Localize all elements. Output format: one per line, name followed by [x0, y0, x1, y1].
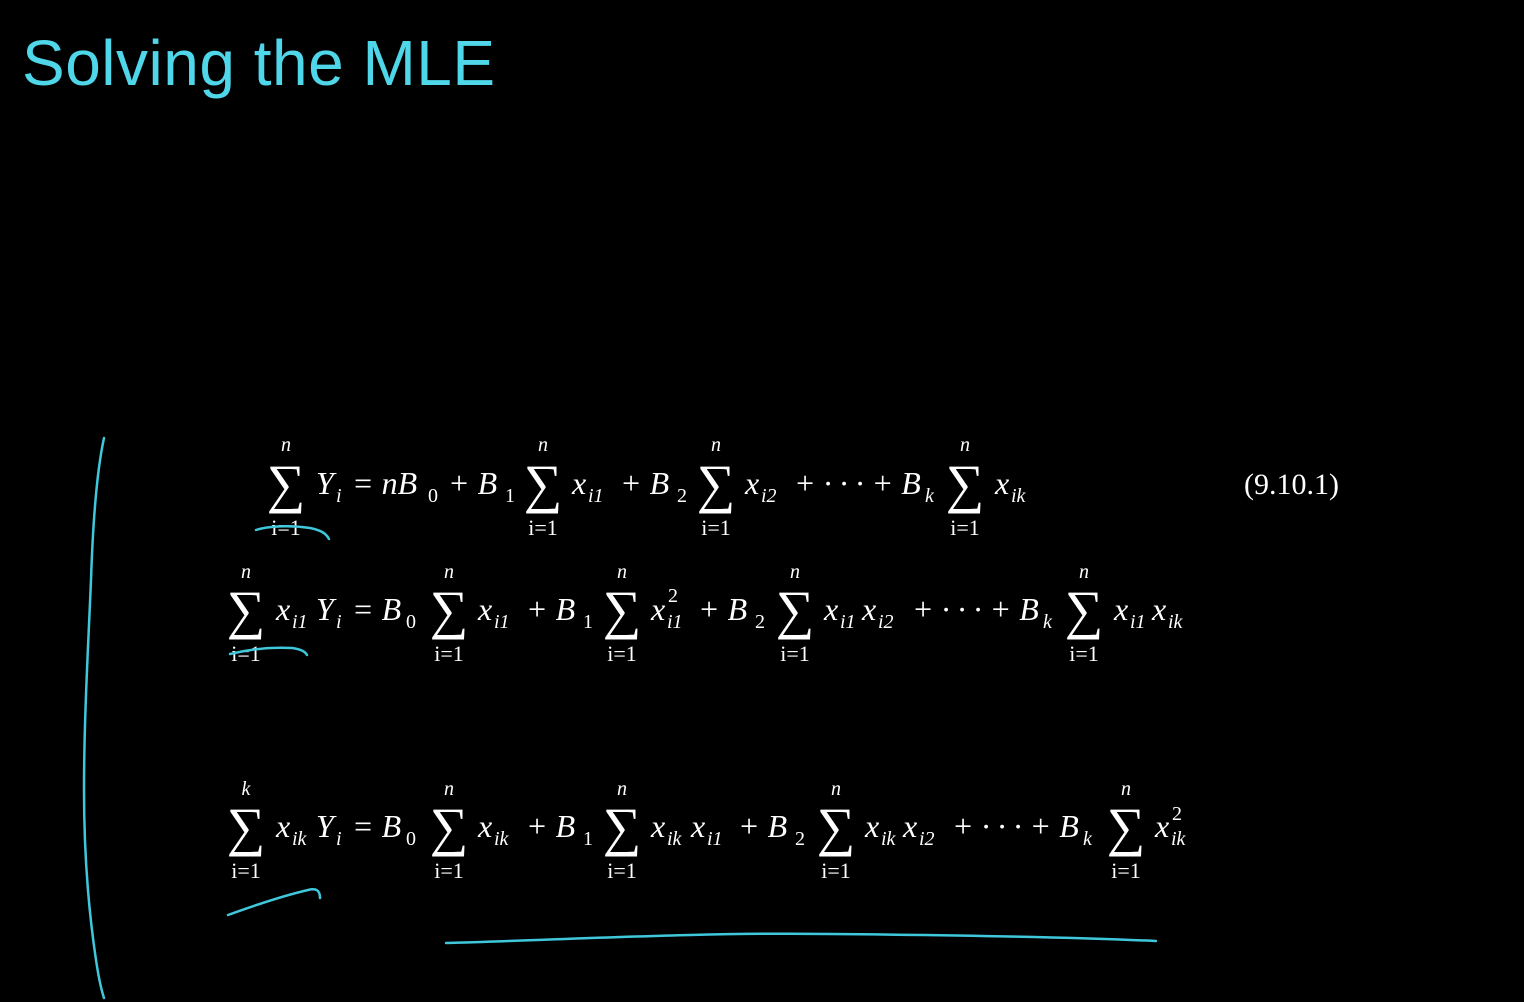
term-x-sub: ik [881, 828, 896, 850]
lhs-term-y: Y [316, 591, 334, 627]
sigma-symbol: ∑ [429, 797, 469, 857]
ellipsis-plus-Bk: + · · · + B [794, 465, 921, 501]
coef-B1: + B [526, 808, 576, 844]
term-x-sub: i1 [494, 611, 510, 633]
term-nB: = nB [352, 465, 418, 501]
term-x2: x [691, 808, 706, 844]
sigma-symbol: ∑ [1064, 580, 1104, 640]
term-x2-sub: i1 [707, 828, 723, 850]
coef-B2: + B [620, 465, 670, 501]
sigma-symbol: ∑ [696, 454, 736, 514]
coef-B2-sub: 2 [755, 611, 765, 633]
term-x: x [478, 808, 493, 844]
sum-upper-limit: n [790, 561, 800, 583]
lhs-term-y: Y [316, 808, 334, 844]
coef-B1-sub: 1 [583, 611, 593, 633]
term-x2-sub: i2 [919, 828, 935, 850]
coef-B2: + B [698, 591, 748, 627]
coef-Bk-sub: k [1043, 611, 1052, 633]
term-x: x [995, 465, 1010, 501]
lhs-term-y-sub: i [336, 611, 342, 633]
term-x-sub: i1 [667, 611, 683, 633]
sum-lower-limit: i=1 [1069, 641, 1099, 666]
sum-lower-limit: i=1 [821, 858, 851, 883]
sum-lower-limit: i=1 [950, 515, 980, 540]
equation-2 [227, 561, 1184, 666]
term-x: x [478, 591, 493, 627]
sum-upper-limit: n [617, 778, 627, 800]
coef-B1: + B [526, 591, 576, 627]
term-x2: x [1152, 591, 1167, 627]
sum-upper-limit: n [241, 561, 251, 583]
term-nB-sub: 0 [428, 485, 438, 507]
term-x-sup: 2 [668, 585, 678, 607]
lhs-term-x: x [276, 591, 291, 627]
sum-upper-limit: n [711, 434, 721, 456]
sum-upper-limit: n [1121, 778, 1131, 800]
sum-upper-limit: n [831, 778, 841, 800]
term-x2: x [903, 808, 918, 844]
sum-upper-limit: k [241, 778, 251, 800]
sum-upper-limit: n [444, 778, 454, 800]
term-x: x [651, 591, 666, 627]
term-x: x [745, 465, 760, 501]
sum-lower-limit: i=1 [231, 858, 261, 883]
sigma-symbol: ∑ [816, 797, 856, 857]
term-x-sub: i1 [588, 485, 604, 507]
coef-B2: + B [738, 808, 788, 844]
sum-lower-limit: i=1 [231, 641, 261, 666]
ellipsis-plus-Bk: + · · · + B [912, 591, 1039, 627]
coef-B0-sub: 0 [406, 611, 416, 633]
sum-lower-limit: i=1 [434, 641, 464, 666]
term-x-sub: ik [1011, 485, 1026, 507]
sigma-symbol: ∑ [266, 454, 306, 514]
sum-lower-limit: i=1 [780, 641, 810, 666]
sum-upper-limit: n [1079, 561, 1089, 583]
sum-lower-limit: i=1 [607, 858, 637, 883]
sigma-symbol: ∑ [602, 797, 642, 857]
coef-B1-sub: 1 [505, 485, 515, 507]
term-x: x [824, 591, 839, 627]
slide-title: Solving the MLE [22, 27, 496, 99]
sum-lower-limit: i=1 [528, 515, 558, 540]
coef-B2-sub: 2 [677, 485, 687, 507]
term-x2-sub: ik [1168, 611, 1183, 633]
lhs-term-y-sub: i [336, 828, 342, 850]
coef-B1: + B [448, 465, 498, 501]
lhs-term-sub: i [336, 485, 342, 507]
sigma-symbol: ∑ [945, 454, 985, 514]
sum-lower-limit: i=1 [434, 858, 464, 883]
term-x: x [865, 808, 880, 844]
sum-upper-limit: n [281, 434, 291, 456]
lhs-term-x: x [276, 808, 291, 844]
equation-1 [267, 434, 1027, 540]
equation-number: (9.10.1) [1244, 468, 1339, 501]
term-x: x [1114, 591, 1129, 627]
sum-lower-limit: i=1 [607, 641, 637, 666]
sum-upper-limit: n [960, 434, 970, 456]
term-x2: x [862, 591, 877, 627]
coef-Bk-sub: k [1083, 828, 1092, 850]
coef-B0: = B [352, 591, 402, 627]
coef-B0: = B [352, 808, 402, 844]
ellipsis-plus-Bk: + · · · + B [952, 808, 1079, 844]
term-x-sub: ik [1171, 828, 1186, 850]
sum-lower-limit: i=1 [701, 515, 731, 540]
sum-upper-limit: n [444, 561, 454, 583]
term-x-sub: ik [494, 828, 509, 850]
sigma-symbol: ∑ [775, 580, 815, 640]
sum-upper-limit: n [538, 434, 548, 456]
coef-B0-sub: 0 [406, 828, 416, 850]
term-x: x [651, 808, 666, 844]
term-x-sup: 2 [1172, 803, 1182, 825]
sum-upper-limit: n [617, 561, 627, 583]
term-x-sub: i1 [840, 611, 856, 633]
lhs-term-x-sub: ik [292, 828, 307, 850]
term-x-sub: ik [667, 828, 682, 850]
sigma-symbol: ∑ [1106, 797, 1146, 857]
term-x-sub: i1 [1130, 611, 1146, 633]
sigma-symbol: ∑ [429, 580, 469, 640]
term-x: x [1155, 808, 1170, 844]
term-x: x [572, 465, 587, 501]
coef-B2-sub: 2 [795, 828, 805, 850]
coef-B1-sub: 1 [583, 828, 593, 850]
lhs-term: Y [316, 465, 334, 501]
sum-lower-limit: i=1 [271, 515, 301, 540]
sigma-symbol: ∑ [523, 454, 563, 514]
sum-lower-limit: i=1 [1111, 858, 1141, 883]
coef-Bk-sub: k [925, 485, 934, 507]
term-x-sub: i2 [761, 485, 777, 507]
sigma-symbol: ∑ [602, 580, 642, 640]
equation-3 [227, 778, 1187, 883]
sigma-symbol: ∑ [226, 797, 266, 857]
term-x2-sub: i2 [878, 611, 894, 633]
lhs-term-x-sub: i1 [292, 611, 308, 633]
sigma-symbol: ∑ [226, 580, 266, 640]
